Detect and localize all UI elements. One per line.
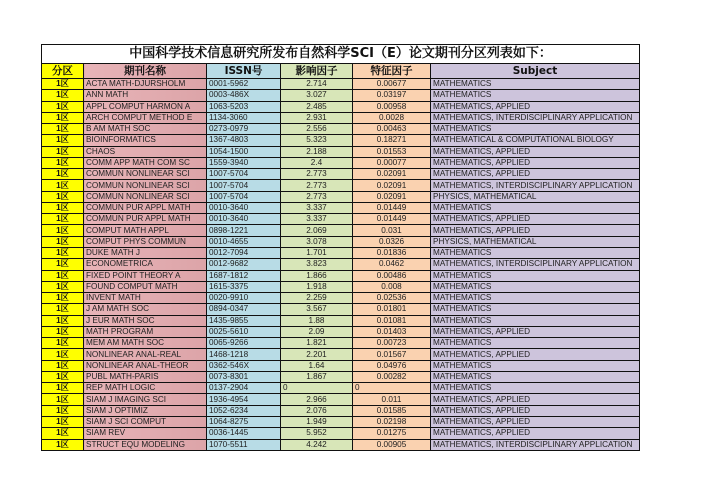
cell-zone[interactable]: 1区 [42,338,84,349]
cell-eigenfactor[interactable]: 0.01585 [353,405,431,416]
cell-eigenfactor[interactable]: 0.00905 [353,439,431,450]
cell-zone[interactable]: 1区 [42,124,84,135]
cell-subject[interactable]: MATHEMATICS [431,124,640,135]
cell-subject[interactable]: MATHEMATICS, APPLIED [431,326,640,337]
cell-subject[interactable]: MATHEMATICS [431,315,640,326]
cell-issn[interactable]: 1936-4954 [207,394,281,405]
table-row [42,439,640,450]
header-impact-factor[interactable]: 影响因子 [281,64,353,79]
cell-subject[interactable]: PHYSICS, MATHEMATICAL [431,236,640,247]
cell-zone[interactable]: 1区 [42,293,84,304]
cell-subject[interactable]: MATHEMATICS, INTERDISCIPLINARY APPLICATION [431,439,640,450]
table-row [42,304,640,315]
cell-zone[interactable]: 1区 [42,428,84,439]
cell-zone[interactable]: 1区 [42,270,84,281]
cell-issn[interactable]: 1070-5511 [207,439,281,450]
cell-eigenfactor[interactable]: 0.01801 [353,304,431,315]
cell-impact-factor[interactable]: 2.076 [281,405,353,416]
cell-eigenfactor[interactable]: 0.00723 [353,338,431,349]
cell-journal-name[interactable]: APPL COMPUT HARMON A [84,101,207,112]
table-row [42,101,640,112]
cell-issn[interactable]: 1435-9855 [207,315,281,326]
table-row [42,416,640,427]
cell-journal-name[interactable]: SIAM J IMAGING SCI [84,394,207,405]
cell-journal-name[interactable]: SIAM J SCI COMPUT [84,416,207,427]
cell-zone[interactable]: 1区 [42,360,84,371]
cell-zone[interactable]: 1区 [42,101,84,112]
cell-impact-factor[interactable]: 2.09 [281,326,353,337]
cell-journal-name[interactable]: BIOINFORMATICS [84,135,207,146]
table-row [42,270,640,281]
cell-issn[interactable]: 0362-546X [207,360,281,371]
cell-eigenfactor[interactable]: 0.00958 [353,101,431,112]
cell-issn[interactable]: 0898-1221 [207,225,281,236]
cell-eigenfactor[interactable]: 0.01081 [353,315,431,326]
cell-impact-factor[interactable]: 2.485 [281,101,353,112]
table-row [42,146,640,157]
cell-issn[interactable]: 0001-5962 [207,79,281,90]
cell-impact-factor[interactable]: 4.242 [281,439,353,450]
cell-impact-factor[interactable]: 3.567 [281,304,353,315]
table-row [42,315,640,326]
cell-issn[interactable]: 1054-1500 [207,146,281,157]
cell-journal-name[interactable]: ECONOMETRICA [84,259,207,270]
cell-eigenfactor[interactable]: 0.00077 [353,157,431,168]
cell-impact-factor[interactable]: 3.078 [281,236,353,247]
cell-eigenfactor[interactable]: 0.0462 [353,259,431,270]
cell-impact-factor[interactable]: 2.556 [281,124,353,135]
cell-zone[interactable]: 1区 [42,191,84,202]
cell-impact-factor[interactable]: 2.069 [281,225,353,236]
cell-impact-factor[interactable]: 3.337 [281,202,353,213]
cell-impact-factor[interactable]: 2.773 [281,169,353,180]
cell-journal-name[interactable]: ANN MATH [84,90,207,101]
cell-zone[interactable]: 1区 [42,79,84,90]
cell-eigenfactor[interactable]: 0.02536 [353,293,431,304]
cell-issn[interactable]: 1687-1812 [207,270,281,281]
cell-subject[interactable]: MATHEMATICS, APPLIED [431,146,640,157]
cell-journal-name[interactable]: B AM MATH SOC [84,124,207,135]
cell-issn[interactable]: 1007-5704 [207,191,281,202]
cell-eigenfactor[interactable]: 0.00486 [353,270,431,281]
cell-zone[interactable]: 1区 [42,157,84,168]
cell-impact-factor[interactable]: 1.949 [281,416,353,427]
cell-subject[interactable]: MATHEMATICS, APPLIED [431,214,640,225]
cell-issn[interactable]: 1615-3375 [207,281,281,292]
table-row [42,180,640,191]
cell-subject[interactable]: MATHEMATICS, APPLIED [431,416,640,427]
cell-journal-name[interactable]: COMM APP MATH COM SC [84,157,207,168]
cell-impact-factor[interactable]: 2.188 [281,146,353,157]
cell-zone[interactable]: 1区 [42,259,84,270]
cell-impact-factor[interactable]: 3.027 [281,90,353,101]
table-body [42,79,640,451]
cell-zone[interactable]: 1区 [42,383,84,394]
table-row [42,326,640,337]
journal-table [41,44,640,451]
cell-impact-factor[interactable]: 2.966 [281,394,353,405]
cell-issn[interactable]: 1063-5203 [207,101,281,112]
cell-impact-factor[interactable]: 1.701 [281,247,353,258]
cell-zone[interactable]: 1区 [42,394,84,405]
cell-subject[interactable]: MATHEMATICS [431,90,640,101]
cell-issn[interactable]: 0025-5610 [207,326,281,337]
header-subject[interactable]: Subject [431,64,640,79]
table-row [42,112,640,123]
header-zone[interactable]: 分区 [42,64,84,79]
cell-impact-factor[interactable]: 2.773 [281,180,353,191]
cell-issn[interactable]: 0273-0979 [207,124,281,135]
cell-subject[interactable]: MATHEMATICS, APPLIED [431,101,640,112]
cell-eigenfactor[interactable]: 0.03197 [353,90,431,101]
cell-issn[interactable]: 1367-4803 [207,135,281,146]
cell-issn[interactable]: 1468-1218 [207,349,281,360]
cell-journal-name[interactable]: COMPUT PHYS COMMUN [84,236,207,247]
cell-zone[interactable]: 1区 [42,315,84,326]
cell-eigenfactor[interactable]: 0.02198 [353,416,431,427]
cell-eigenfactor[interactable]: 0.18271 [353,135,431,146]
cell-journal-name[interactable]: MEM AM MATH SOC [84,338,207,349]
cell-eigenfactor[interactable]: 0.01275 [353,428,431,439]
cell-subject[interactable]: MATHEMATICS [431,304,640,315]
cell-journal-name[interactable]: COMMUN NONLINEAR SCI [84,191,207,202]
cell-eigenfactor[interactable]: 0.01449 [353,214,431,225]
cell-eigenfactor[interactable]: 0.02091 [353,169,431,180]
cell-journal-name[interactable]: J AM MATH SOC [84,304,207,315]
cell-issn[interactable]: 1134-3060 [207,112,281,123]
cell-issn[interactable]: 0012-7094 [207,247,281,258]
cell-journal-name[interactable]: PUBL MATH-PARIS [84,371,207,382]
cell-issn[interactable]: 0137-2904 [207,383,281,394]
cell-subject[interactable]: MATHEMATICS, APPLIED [431,394,640,405]
cell-issn[interactable]: 1559-3940 [207,157,281,168]
table-row [42,338,640,349]
cell-zone[interactable]: 1区 [42,169,84,180]
table-row [42,349,640,360]
cell-subject[interactable]: MATHEMATICS [431,338,640,349]
table-row [42,157,640,168]
cell-journal-name[interactable]: MATH PROGRAM [84,326,207,337]
cell-zone[interactable]: 1区 [42,236,84,247]
cell-zone[interactable]: 1区 [42,214,84,225]
cell-eigenfactor[interactable]: 0.008 [353,281,431,292]
cell-journal-name[interactable]: COMMUN NONLINEAR SCI [84,180,207,191]
cell-zone[interactable]: 1区 [42,225,84,236]
cell-eigenfactor[interactable]: 0.011 [353,394,431,405]
cell-zone[interactable]: 1区 [42,439,84,450]
cell-impact-factor[interactable]: 2.259 [281,293,353,304]
cell-subject[interactable]: MATHEMATICS, APPLIED [431,428,640,439]
cell-impact-factor[interactable]: 1.918 [281,281,353,292]
cell-zone[interactable]: 1区 [42,180,84,191]
cell-subject[interactable]: MATHEMATICS, APPLIED [431,157,640,168]
cell-subject[interactable]: MATHEMATICAL & COMPUTATIONAL BIOLOGY [431,135,640,146]
cell-zone[interactable]: 1区 [42,371,84,382]
cell-eigenfactor[interactable]: 0.00463 [353,124,431,135]
cell-subject[interactable]: MATHEMATICS, INTERDISCIPLINARY APPLICATION [431,112,640,123]
cell-issn[interactable]: 0020-9910 [207,293,281,304]
cell-journal-name[interactable]: J EUR MATH SOC [84,315,207,326]
cell-zone[interactable]: 1区 [42,112,84,123]
cell-subject[interactable]: MATHEMATICS [431,383,640,394]
cell-zone[interactable]: 1区 [42,146,84,157]
cell-impact-factor[interactable]: 1.867 [281,371,353,382]
cell-eigenfactor[interactable]: 0.01553 [353,146,431,157]
cell-subject[interactable]: MATHEMATICS [431,360,640,371]
cell-subject[interactable]: PHYSICS, MATHEMATICAL [431,191,640,202]
cell-journal-name[interactable]: CHAOS [84,146,207,157]
cell-journal-name[interactable]: ARCH COMPUT METHOD E [84,112,207,123]
cell-zone[interactable]: 1区 [42,135,84,146]
cell-zone[interactable]: 1区 [42,247,84,258]
cell-eigenfactor[interactable]: 0.00282 [353,371,431,382]
cell-subject[interactable]: MATHEMATICS [431,270,640,281]
cell-eigenfactor[interactable]: 0.01836 [353,247,431,258]
table-row [42,428,640,439]
cell-impact-factor[interactable]: 1.821 [281,338,353,349]
cell-zone[interactable]: 1区 [42,202,84,213]
cell-eigenfactor[interactable]: 0.00677 [353,79,431,90]
cell-impact-factor[interactable]: 1.88 [281,315,353,326]
cell-zone[interactable]: 1区 [42,90,84,101]
cell-journal-name[interactable]: COMPUT MATH APPL [84,225,207,236]
header-row [42,64,640,79]
table-row [42,191,640,202]
cell-subject[interactable]: MATHEMATICS [431,293,640,304]
cell-issn[interactable]: 1007-5704 [207,180,281,191]
table-title: 中国科学技术信息研究所发布自然科学SCI（E）论文期刊分区列表如下： [42,45,640,64]
cell-impact-factor[interactable]: 1.866 [281,270,353,281]
cell-issn[interactable]: 0036-1445 [207,428,281,439]
cell-zone[interactable]: 1区 [42,281,84,292]
table-row [42,371,640,382]
cell-journal-name[interactable]: SIAM REV [84,428,207,439]
table-row [42,79,640,90]
cell-subject[interactable]: MATHEMATICS [431,202,640,213]
cell-journal-name[interactable]: FOUND COMPUT MATH [84,281,207,292]
table-row [42,169,640,180]
table-row [42,281,640,292]
cell-eigenfactor[interactable]: 0.02091 [353,180,431,191]
cell-eigenfactor[interactable]: 0.0326 [353,236,431,247]
cell-eigenfactor[interactable]: 0.01567 [353,349,431,360]
spreadsheet [41,44,639,451]
cell-journal-name[interactable]: NONLINEAR ANAL-REAL [84,349,207,360]
table-row [42,90,640,101]
cell-impact-factor[interactable]: 2.714 [281,79,353,90]
cell-impact-factor[interactable]: 2.931 [281,112,353,123]
cell-impact-factor[interactable]: 5.323 [281,135,353,146]
cell-impact-factor[interactable]: 0 [281,383,353,394]
header-issn[interactable]: ISSN号 [207,64,281,79]
cell-issn[interactable]: 0894-0347 [207,304,281,315]
table-row [42,394,640,405]
cell-zone[interactable]: 1区 [42,405,84,416]
cell-zone[interactable]: 1区 [42,326,84,337]
cell-journal-name[interactable]: NONLINEAR ANAL-THEOR [84,360,207,371]
cell-journal-name[interactable]: COMMUN PUR APPL MATH [84,202,207,213]
table-row [42,135,640,146]
cell-subject[interactable]: MATHEMATICS, INTERDISCIPLINARY APPLICATION [431,180,640,191]
cell-eigenfactor[interactable]: 0.04976 [353,360,431,371]
table-row [42,383,640,394]
cell-eigenfactor[interactable]: 0.02091 [353,191,431,202]
cell-impact-factor[interactable]: 2.4 [281,157,353,168]
cell-eigenfactor[interactable]: 0.0028 [353,112,431,123]
cell-eigenfactor[interactable]: 0 [353,383,431,394]
cell-subject[interactable]: MATHEMATICS, APPLIED [431,405,640,416]
title-row [42,45,640,64]
cell-subject[interactable]: MATHEMATICS [431,281,640,292]
table-row [42,214,640,225]
cell-issn[interactable]: 0065-9266 [207,338,281,349]
table-row [42,236,640,247]
cell-zone[interactable]: 1区 [42,304,84,315]
cell-eigenfactor[interactable]: 0.01403 [353,326,431,337]
table-row [42,124,640,135]
table-row [42,405,640,416]
cell-subject[interactable]: MATHEMATICS, INTERDISCIPLINARY APPLICATION [431,259,640,270]
cell-issn[interactable]: 0073-8301 [207,371,281,382]
cell-zone[interactable]: 1区 [42,349,84,360]
cell-impact-factor[interactable]: 2.201 [281,349,353,360]
table-row [42,293,640,304]
cell-journal-name[interactable]: ACTA MATH-DJURSHOLM [84,79,207,90]
table-row [42,360,640,371]
cell-eigenfactor[interactable]: 0.01449 [353,202,431,213]
cell-subject[interactable]: MATHEMATICS, APPLIED [431,225,640,236]
cell-journal-name[interactable]: DUKE MATH J [84,247,207,258]
cell-journal-name[interactable]: SIAM J OPTIMIZ [84,405,207,416]
table-row [42,225,640,236]
header-journal-name[interactable]: 期刊名称 [84,64,207,79]
cell-subject[interactable]: MATHEMATICS [431,79,640,90]
cell-subject[interactable]: MATHEMATICS [431,247,640,258]
cell-impact-factor[interactable]: 3.823 [281,259,353,270]
cell-journal-name[interactable]: STRUCT EQU MODELING [84,439,207,450]
cell-journal-name[interactable]: COMMUN PUR APPL MATH [84,214,207,225]
cell-subject[interactable]: MATHEMATICS [431,371,640,382]
cell-issn[interactable]: 0003-486X [207,90,281,101]
cell-subject[interactable]: MATHEMATICS, APPLIED [431,349,640,360]
cell-impact-factor[interactable]: 2.773 [281,191,353,202]
cell-impact-factor[interactable]: 1.64 [281,360,353,371]
cell-issn[interactable]: 1052-6234 [207,405,281,416]
cell-journal-name[interactable]: INVENT MATH [84,293,207,304]
cell-subject[interactable]: MATHEMATICS, APPLIED [431,169,640,180]
cell-issn[interactable]: 0010-4655 [207,236,281,247]
table-row [42,259,640,270]
cell-issn[interactable]: 1007-5704 [207,169,281,180]
cell-journal-name[interactable]: FIXED POINT THEORY A [84,270,207,281]
cell-impact-factor[interactable]: 3.337 [281,214,353,225]
cell-zone[interactable]: 1区 [42,416,84,427]
cell-issn[interactable]: 1064-8275 [207,416,281,427]
table-row [42,247,640,258]
cell-journal-name[interactable]: REP MATH LOGIC [84,383,207,394]
header-eigenfactor[interactable]: 特征因子 [353,64,431,79]
cell-issn[interactable]: 0010-3640 [207,214,281,225]
table-row [42,202,640,213]
cell-impact-factor[interactable]: 5.952 [281,428,353,439]
cell-journal-name[interactable]: COMMUN NONLINEAR SCI [84,169,207,180]
cell-eigenfactor[interactable]: 0.031 [353,225,431,236]
cell-issn[interactable]: 0010-3640 [207,202,281,213]
cell-issn[interactable]: 0012-9682 [207,259,281,270]
